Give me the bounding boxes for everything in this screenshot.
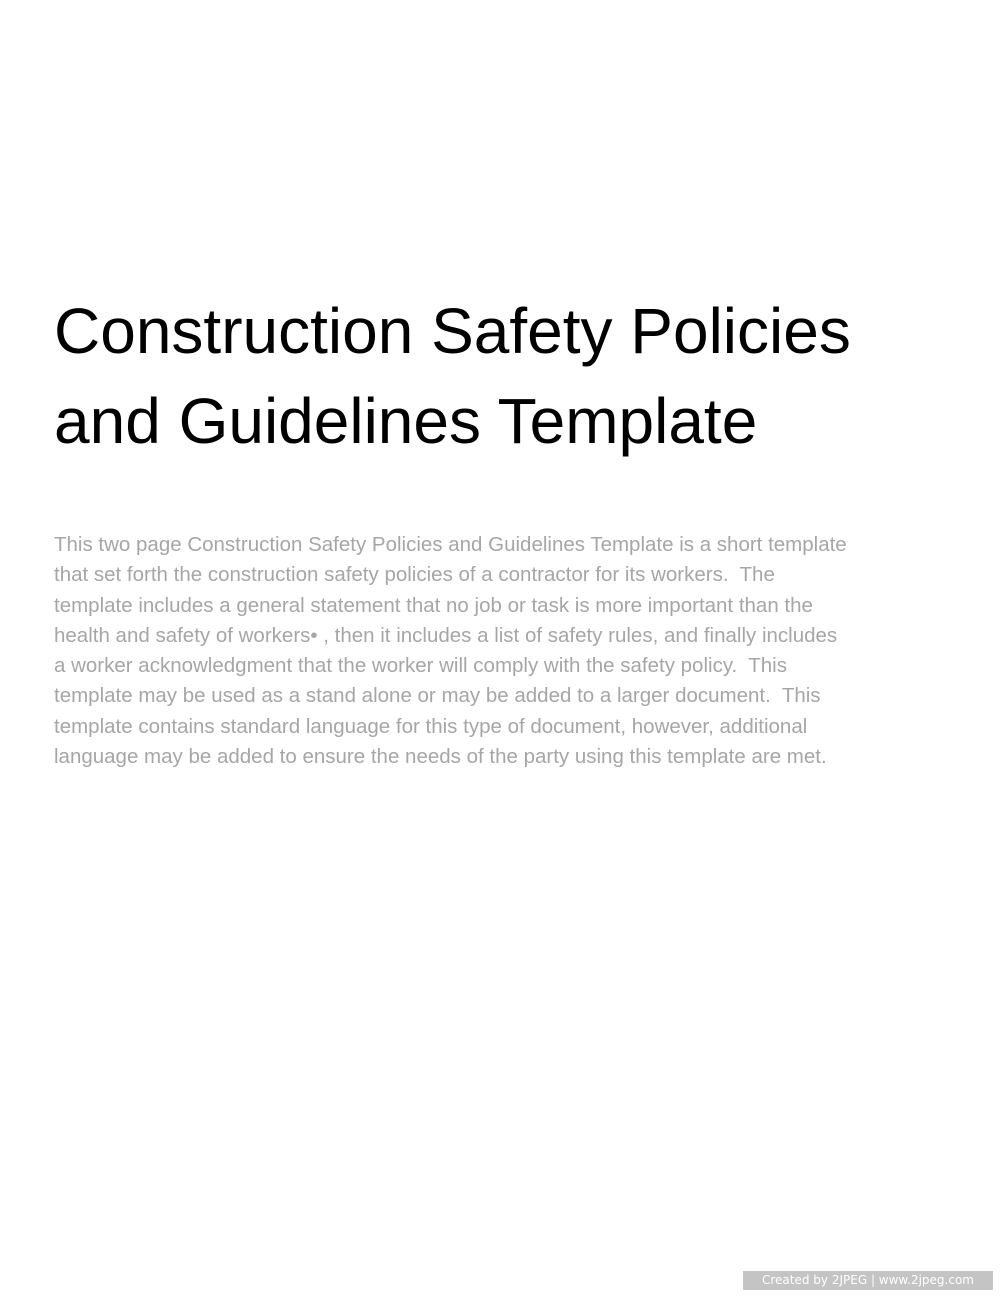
watermark-label: Created by 2JPEG | www.2jpeg.com: [743, 1271, 993, 1290]
title-line: Construction Safety Policies: [54, 295, 851, 367]
description-line: language may be added to ensure the needs of the party using this template are met.: [54, 745, 827, 769]
description-line: health and safety of workers• , then it includes a list of safety rules, and finally includes: [54, 623, 838, 647]
description-line: template includes a general statement that no job or task is more important than the: [54, 593, 813, 617]
document-description: [54, 530, 994, 772]
document-title: [54, 286, 974, 466]
description-line: a worker acknowledgment that the worker will comply with the safety policy. This: [54, 654, 787, 678]
title-line: and Guidelines Template: [54, 385, 758, 457]
description-line: template may be used as a stand alone or may be added to a larger document. This: [54, 684, 821, 708]
description-line: template contains standard language for this type of document, however, additional: [54, 714, 808, 738]
description-line: This two page Construction Safety Policies and Guidelines Template is a short template: [54, 533, 847, 556]
description-line: that set forth the construction safety policies of a contractor for its workers. The: [54, 563, 775, 587]
